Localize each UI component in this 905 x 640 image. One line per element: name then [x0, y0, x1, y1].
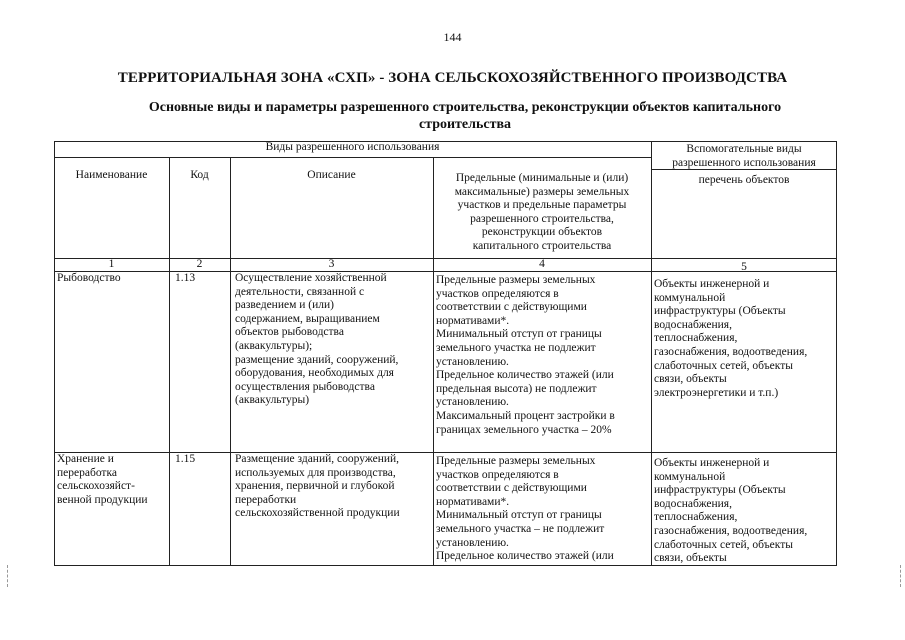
table-rule: [54, 157, 651, 158]
scan-edge-mark: [900, 565, 902, 587]
row-name: Рыбоводство: [57, 272, 121, 284]
page-title: ТЕРРИТОРИАЛЬНАЯ ЗОНА «СХП» - ЗОНА СЕЛЬСКОХОЗЯЙСТВЕННОГО ПРОИЗВОДСТВА: [117, 70, 788, 86]
row-description: Осуществление хозяйственной деятельности, связанной с разведением и (или) содержанием, выращиванием объектов рыбоводства (аквакультуры); размещение зданий, сооружений, оборудования, необходимых для осуществления рыбоводства (аквакультуры): [235, 272, 399, 407]
col-number: 4: [539, 258, 545, 270]
table-rule: [169, 157, 170, 566]
header-col-aux-objects: перечень объектов: [698, 174, 790, 186]
table-rule: [651, 141, 652, 566]
col-number: 3: [328, 258, 335, 270]
row-parameters: Предельные размеры земельных участков определяются в соответствии с действующими нормативами*. Минимальный отступ от границы земельного участка не подлежит установлению. Предельное количество этажей (или предельная высота) не подлежит установлению. Максимальный процент застройки в границах земельного участка – 20%: [436, 274, 615, 436]
table-border-left: [54, 141, 55, 566]
row-code: 1.13: [175, 272, 196, 284]
table-rule: [230, 157, 231, 566]
row-name: Хранение и переработка сельскохозяйст- венной продукции: [57, 453, 148, 506]
scan-edge-mark: [7, 565, 9, 587]
row-aux-objects: Объекты инженерной и коммунальной инфраструктуры (Объекты водоснабжения, теплоснабжения, газоснабжения, водоотведения, слаботочных сетей, объекты связи, объекты: [654, 457, 808, 565]
row-parameters: Предельные размеры земельных участков определяются в соответствии с действующими нормативами*. Минимальный отступ от границы земельного участка – не подлежит установлению. Предельное количество этажей (или: [436, 455, 614, 563]
header-group-aux: Вспомогательные виды разрешенного использования: [672, 143, 816, 169]
page-subtitle: Основные виды и параметры разрешенного строительства, реконструкции объектов капитального строительства: [148, 100, 782, 132]
header-col-parameters: Предельные (минимальные и (или) максимальные) размеры земельных участков и предельные параметры разрешенного строительства, реконструкции объектов капитального строительства: [454, 172, 630, 252]
header-group-main: Виды разрешенного использования: [265, 141, 440, 153]
zone-table: [54, 141, 837, 566]
col-number: 1: [108, 258, 115, 270]
header-col-code: Код: [190, 169, 209, 181]
row-code: 1.15: [175, 453, 196, 465]
header-col-description: Описание: [307, 169, 356, 181]
table-rule: [54, 452, 837, 453]
col-number: 2: [196, 258, 203, 270]
header-col-name: Наименование: [75, 169, 148, 181]
row-description: Размещение зданий, сооружений, используемых для производства, хранения, первичной и глубокой переработки сельскохозяйственной продукции: [235, 453, 400, 520]
col-number: 5: [741, 261, 747, 273]
table-border-right: [836, 141, 837, 566]
page-number: 144: [443, 30, 462, 44]
row-aux-objects: Объекты инженерной и коммунальной инфраструктуры (Объекты водоснабжения, теплоснабжения, газоснабжения, водоотведения, слаботочных сетей, объекты связи, объекты электроэнергетики и т.п.): [654, 278, 808, 399]
